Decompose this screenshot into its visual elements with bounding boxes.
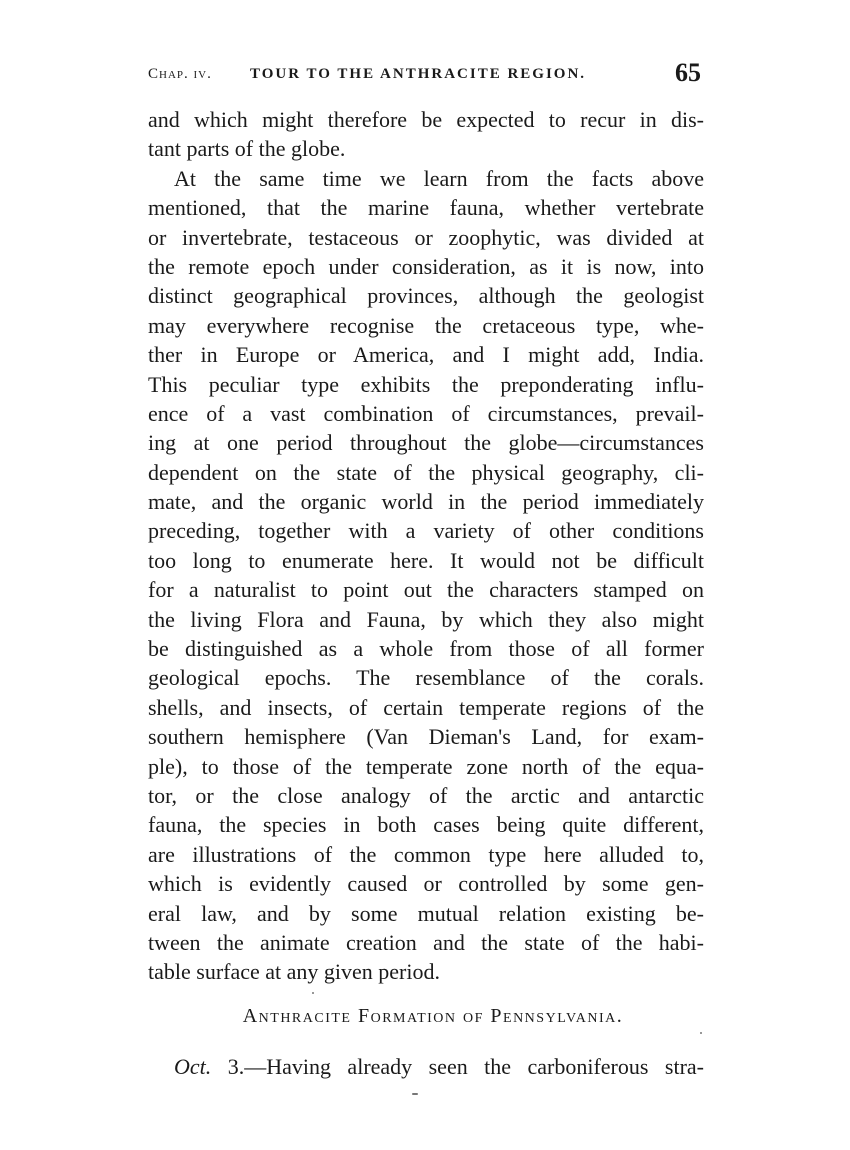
text-line: dependent on the state of the physical geography, cli- bbox=[148, 459, 704, 485]
text-line: tween the animate creation and the state of the habi- bbox=[148, 929, 704, 955]
text-line: may everywhere recognise the cretaceous type, whe- bbox=[148, 312, 704, 338]
text-line: and which might therefore be expected to recur in dis- bbox=[148, 107, 704, 132]
text-line: ple), to those of the temperate zone north of the equa- bbox=[148, 753, 704, 779]
page-number: 65 bbox=[675, 58, 701, 87]
text-line: At the same time we learn from the facts above bbox=[174, 165, 704, 191]
text-line: be distinguished as a whole from those of all former bbox=[148, 636, 704, 662]
text-line: mate, and the organic world in the period immediately bbox=[148, 489, 704, 515]
text-line: too long to enumerate here. It would not be difficult bbox=[148, 547, 704, 573]
text-line: ence of a vast combination of circumstances, prevail- bbox=[148, 400, 704, 426]
date-entry-text: 3.—Having already seen the carboniferous stra- bbox=[211, 1054, 704, 1079]
date-label: Oct. bbox=[174, 1054, 212, 1079]
text-line: which is evidently caused or controlled by some gen- bbox=[148, 871, 704, 897]
running-head bbox=[148, 58, 703, 94]
running-title: TOUR TO THE ANTHRACITE REGION. bbox=[250, 66, 587, 82]
text-line: distinct geographical provinces, although the geologist bbox=[148, 283, 704, 309]
text-line: eral law, and by some mutual relation existing be- bbox=[148, 900, 704, 926]
text-line: the living Flora and Fauna, by which they also might bbox=[148, 606, 704, 632]
print-speck bbox=[312, 992, 314, 994]
text-line: for a naturalist to point out the characters stamped on bbox=[148, 577, 704, 603]
text-line: mentioned, that the marine fauna, whether vertebrate bbox=[148, 195, 704, 221]
text-line: are illustrations of the common type here alluded to, bbox=[148, 841, 704, 867]
text-line bbox=[148, 1052, 704, 1081]
text-line: ing at one period throughout the globe—circumstances bbox=[148, 430, 704, 456]
text-line: the remote epoch under consideration, as it is now, into bbox=[148, 253, 704, 279]
text-line: shells, and insects, of certain temperate regions of the bbox=[148, 694, 704, 720]
print-speck bbox=[412, 1093, 418, 1095]
text-line: ther in Europe or America, and I might add, India. bbox=[148, 342, 704, 368]
text-line: tor, or the close analogy of the arctic and antarctic bbox=[148, 782, 704, 808]
text-line: southern hemisphere (Van Dieman's Land, for exam- bbox=[148, 724, 704, 750]
text-line: geological epochs. The resemblance of the corals. bbox=[148, 665, 704, 691]
paragraph-continued bbox=[148, 105, 704, 164]
paragraph-date-entry bbox=[148, 1052, 704, 1081]
paragraph bbox=[148, 164, 704, 987]
print-speck bbox=[700, 1032, 702, 1034]
text-line: fauna, the species in both cases being quite different, bbox=[148, 812, 704, 838]
section-heading: Anthracite Formation of Pennsylvania. bbox=[242, 1005, 624, 1027]
text-line: or invertebrate, testaceous or zoophytic, was divided at bbox=[148, 224, 704, 250]
text-line: tant parts of the globe. bbox=[148, 136, 346, 162]
text-line: table surface at any given period. bbox=[148, 959, 440, 985]
body-text bbox=[148, 105, 704, 987]
text-line: This peculiar type exhibits the preponderating influ- bbox=[148, 371, 704, 397]
chapter-label: Chap. iv. bbox=[148, 66, 212, 82]
text-line: preceding, together with a variety of other conditions bbox=[148, 518, 704, 544]
